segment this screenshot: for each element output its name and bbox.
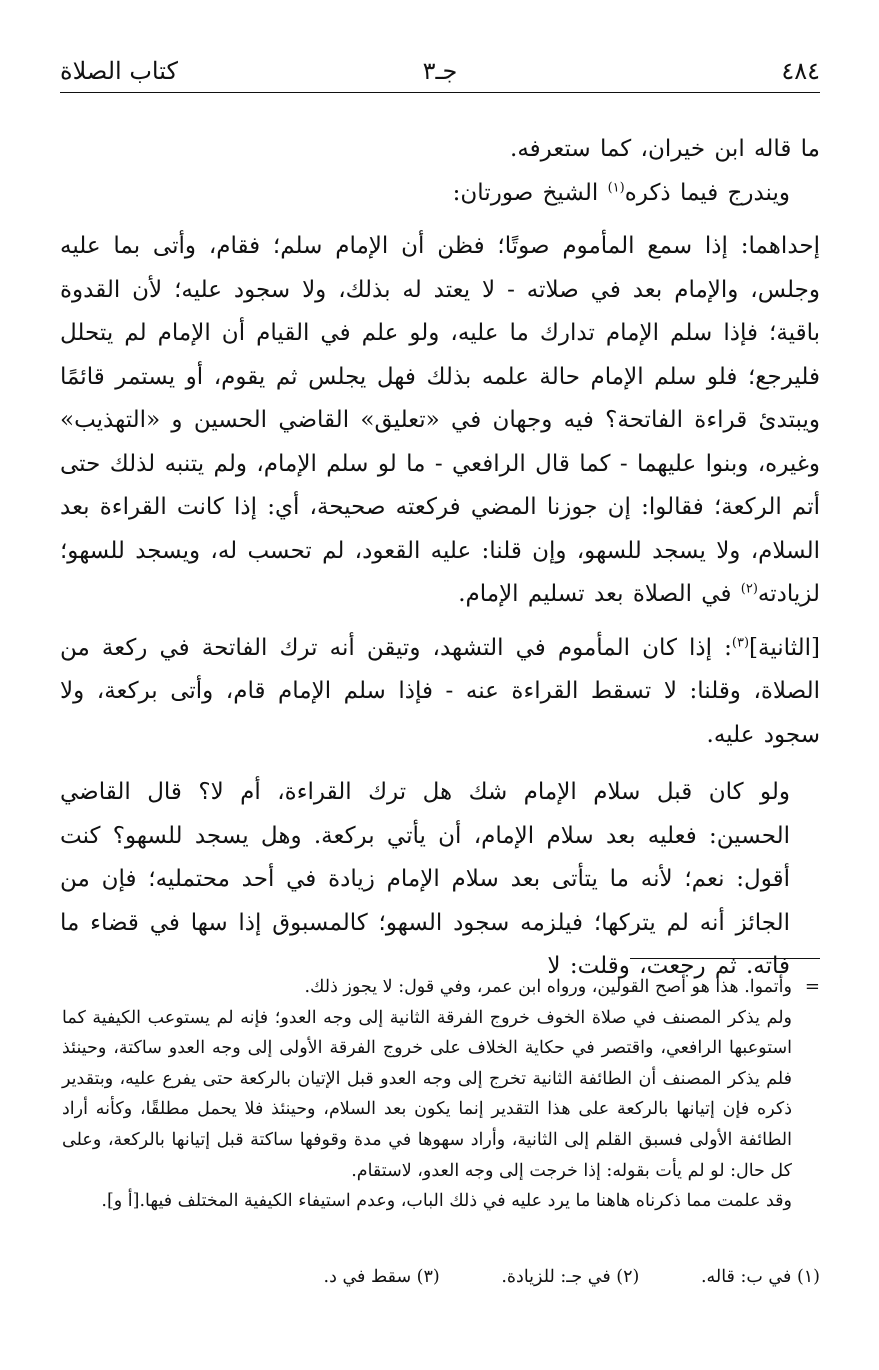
footnote-2: (٢) في جـ: للزيادة. [501, 1267, 640, 1287]
paragraph-3 [60, 225, 820, 617]
book-title: كتاب الصلاة [60, 57, 178, 85]
page-header [60, 50, 820, 93]
footnote-ref-3: (٣) [731, 634, 750, 650]
numbered-footnotes [60, 1262, 820, 1292]
footnote-1: (١) في ب: قاله. [700, 1267, 820, 1287]
paragraph-4-label: [الثانية] [749, 634, 820, 661]
footnote-continuation [62, 972, 792, 1217]
paragraph-1: ما قاله ابن خيران، كما ستعرفه. [510, 136, 820, 162]
paragraph-3-end: في الصلاة بعد تسليم الإمام. [458, 581, 741, 607]
footnote-3: (٣) سقط في د. [323, 1267, 440, 1287]
page-number: ٤٨٤ [781, 57, 820, 85]
main-text [60, 128, 820, 989]
paragraph-2 [60, 172, 820, 216]
paragraph-4 [60, 627, 820, 758]
paragraph-2-text: ويندرج فيما ذكره [624, 179, 790, 206]
footnote-line-1: وأتموا. هذا هو أصح القولين، ورواه ابن عمر، وفي قول: لا يجوز ذلك. [304, 977, 792, 997]
paragraph-4-text: : إذا كان المأموم في التشهد، وتيقن أنه ترك الفاتحة في ركعة من الصلاة، وقلنا: لا تسقط القراءة عنه - فإذا سلم الإمام قام، وأتى بركعة، ولا سجود عليه. [60, 634, 820, 748]
continuation-marker: = [804, 976, 820, 997]
footnote-divider [630, 958, 820, 959]
paragraph-3-text: إحداهما: إذا سمع المأموم صوتًا؛ فظن أن الإمام سلم؛ فقام، وأتى بما عليه وجلس، والإمام بعد في صلاته - لا يعتد له بذلك، ولا سجود عليه؛ لأن القدوة باقية؛ فإذا سلم الإمام تدارك ما عليه، ولو علم في القيام أن الإمام لم يتحلل فليرجع؛ فلو سلم الإمام حالة علمه بذلك فهل يجلس ثم يقوم، أو يستمر قائمًا ويبتدئ قراءة الفاتحة؟ فيه وجهان في «تعليق» القاضي الحسين و «التهذيب» وغيره، وبنوا عليهما - كما قال الرافعي - ما لو سلم الإمام، ولم يتنبه لذلك حتى أتم الركعة؛ فقالوا: إن جوزنا المضي فركعته صحيحة، أي: إذا كانت القراءة بعد السلام، ولا يسجد للسهو، وإن قلنا: عليه القعود، لم تحسب له، ويسجد للسهو؛ لزيادته [60, 233, 820, 607]
footnote-paragraph-3: وقد علمت مما ذكرناه هاهنا ما يرد عليه في ذلك الباب، وعدم استيفاء الكيفية المختلف فيها.[أ و]. [101, 1191, 792, 1212]
footnote-paragraph-2: ولم يذكر المصنف في صلاة الخوف خروج الفرقة الثانية إلى وجه العدو؛ فإنه لم يستوعب الكيفية كما استوعبها الرافعي، واقتصر في حكاية الخلاف على خروج الفرقة الأولى إلى وجه العدو ساكتة، وحينئذ فلم يذكر المصنف أن الطائفة الثانية تخرج إلى وجه العدو قبل الإتيان بالركعة حتى يفرع عليه، وبتقدير ذكره فإن إتيانها بالركعة على هذا التقدير إنما يكون بعد السلام، وحينئذ فلا يحمل مطلقًا، وكأنه أراد الطائفة الأولى فسبق القلم إلى الثانية، وأراد سهوها في مدة وقوفها ساكتة قبل إتيانها بالركعة، وعلى كل حال: لو لم يأت بقوله: إذا خرجت إلى وجه العدو، لاستقام. [62, 1007, 792, 1181]
footnote-ref-2: (٢) [740, 581, 758, 597]
paragraph-5: ولو كان قبل سلام الإمام شك هل ترك القراءة، أم لا؟ قال القاضي الحسين: فعليه بعد سلام الإمام، أن يأتي بركعة. وهل يسجد للسهو؟ كنت أقول: نعم؛ لأنه ما يتأتى بعد سلام الإمام زيادة في أحد محتمليه؛ فإن من الجائز أنه لم يتركها؛ فيلزمه سجود السهو؛ كالمسبوق إذا سها في قضاء ما فاته. ثم رجعت، وقلت: لا [60, 779, 790, 979]
book-page [60, 40, 820, 1340]
footnote-ref-1: (١) [607, 179, 625, 195]
paragraph-2-end: الشيخ صورتان: [452, 179, 608, 206]
volume-label: جـ٣ [422, 57, 458, 85]
